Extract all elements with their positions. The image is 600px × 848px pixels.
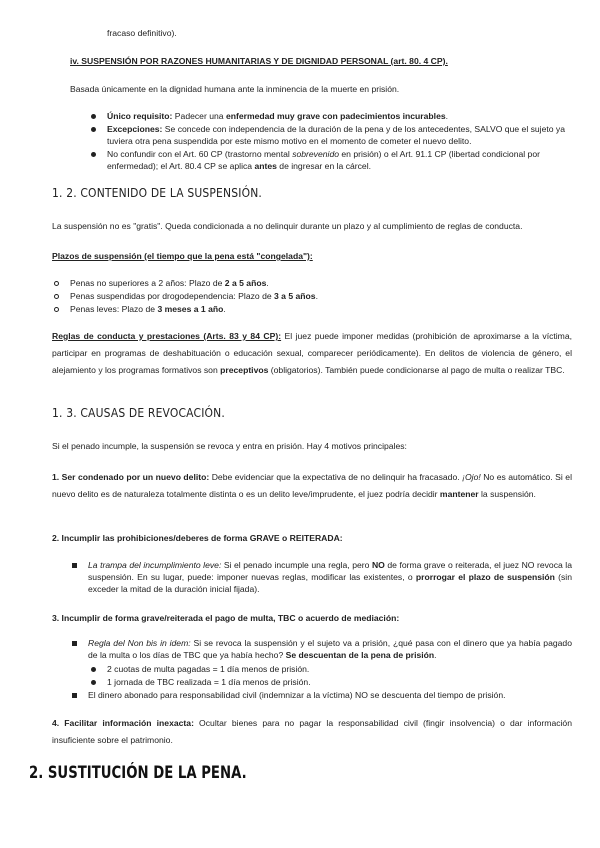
excepciones-item: Excepciones: Se concede con independencia de la duración de la pena y de los antecedentes, SALVO que el sujeto ya tuviera otra pena suspendida por este mismo motivo en el momento de cometer el nuevo delito. [107, 124, 566, 146]
no-confundir-item: No confundir con el Art. 60 CP (trastorno mental sobrevenido en prisión) o el Art. 91.1 CP (libertad condicional por enfermedad); el Art. 80.4 CP se aplica antes de ingresar en la cárcel. [107, 149, 540, 171]
contenido-intro: La suspensión no es "gratis". Queda condicionada a no delinquir durante un plazo y al cumplimiento de reglas de conducta. [52, 221, 523, 231]
revocacion-motivo-2-title: 2. Incumplir las prohibiciones/deberes de forma GRAVE o REITERADA: [52, 533, 343, 543]
bullet-dot-icon [91, 152, 96, 157]
plazo-item: Penas no superiores a 2 años: Plazo de 2 a 5 años. [70, 278, 269, 288]
sub-item: 1 jornada de TBC realizada = 1 día menos de prisión. [107, 677, 311, 687]
section-heading-sustitucion: 2. SUSTITUCIÓN DE LA PENA. [29, 763, 247, 783]
bullet-ring-icon [54, 281, 59, 286]
bullet-ring-icon [54, 294, 59, 299]
revocacion-motivo-3-title: 3. Incumplir de forma grave/reiterada el pago de multa, TBC o acuerdo de mediación: [52, 613, 400, 623]
revocacion-intro: Si el penado incumple, la suspensión se revoca y entra en prisión. Hay 4 motivos principales: [52, 441, 407, 451]
bullet-dot-icon [91, 680, 96, 685]
sub-item: 2 cuotas de multa pagadas = 1 día menos de prisión. [107, 664, 310, 674]
plazo-item: Penas suspendidas por drogodependencia: Plazo de 3 a 5 años. [70, 291, 318, 301]
responsabilidad-civil-item: El dinero abonado para responsabilidad civil (indemnizar a la víctima) NO se descuenta del tiempo de prisión. [88, 690, 506, 700]
bullet-dot-icon [91, 114, 96, 119]
bullet-square-icon [72, 693, 77, 698]
bullet-dot-icon [91, 127, 96, 132]
section-heading-contenido: 1. 2. CONTENIDO DE LA SUSPENSIÓN. [52, 185, 263, 200]
bullet-dot-icon [91, 667, 96, 672]
non-bis-item: Regla del Non bis in idem: Si se revoca la suspensión y el sujeto va a prisión, ¿qué pasa con el dinero que ya había pagado de la multa o los días de TBC que ya había hecho? Se descuentan de la pena de prisión. [88, 638, 572, 660]
revocacion-motivo-1: 1. Ser condenado por un nuevo delito: Debe evidenciar que la expectativa de no delinquir ha fracasado. ¡Ojo! No es automático. Si el nuevo delito es de naturaleza totalmente distinta o es un delito leve/imprudente, el juez podría decidir mantener la suspensión. [52, 472, 572, 499]
continuation-text: fracaso definitivo). [107, 28, 177, 38]
reglas-paragraph: Reglas de conducta y prestaciones (Arts. 83 y 84 CP): El juez puede imponer medidas (prohibición de aproximarse a la víctima, participar en programas de deshabituación o educación sexual, comparecer periódicamente). En delitos de violencia de género, el alejamiento y los programas formativos son preceptivos (obligatorios). También puede condicionarse al pago de multa o realizar TBC. [52, 331, 573, 375]
humanitarian-heading: iv. SUSPENSIÓN POR RAZONES HUMANITARIAS Y DE DIGNIDAD PERSONAL (art. 80. 4 CP). [70, 56, 448, 66]
trampa-item: La trampa del incumplimiento leve: Si el penado incumple una regla, pero NO de forma grave o reiterada, el juez NO revoca la suspensión. En su lugar, puede: imponer nuevas reglas, modificar las existentes, o prorrogar el plazo de suspensión (sin exceder la mitad de la duración inicial fijada). [88, 560, 572, 594]
plazos-title: Plazos de suspensión (el tiempo que la pena está "congelada"): [52, 251, 313, 261]
section-heading-revocacion: 1. 3. CAUSAS DE REVOCACIÓN. [52, 405, 225, 420]
bullet-square-icon [72, 563, 77, 568]
bullet-ring-icon [54, 307, 59, 312]
revocacion-motivo-4: 4. Facilitar información inexacta: Ocultar bienes para no pagar la responsabilidad civil (fingir insolvencia) o dar información insuficiente sobre el patrimonio. [52, 718, 572, 745]
requisito-item: Único requisito: Padecer una enfermedad muy grave con padecimientos incurables. [107, 111, 449, 121]
humanitarian-intro: Basada únicamente en la dignidad humana ante la inminencia de la muerte en prisión. [70, 84, 400, 94]
plazo-item: Penas leves: Plazo de 3 meses a 1 año. [70, 304, 226, 314]
bullet-square-icon [72, 641, 77, 646]
